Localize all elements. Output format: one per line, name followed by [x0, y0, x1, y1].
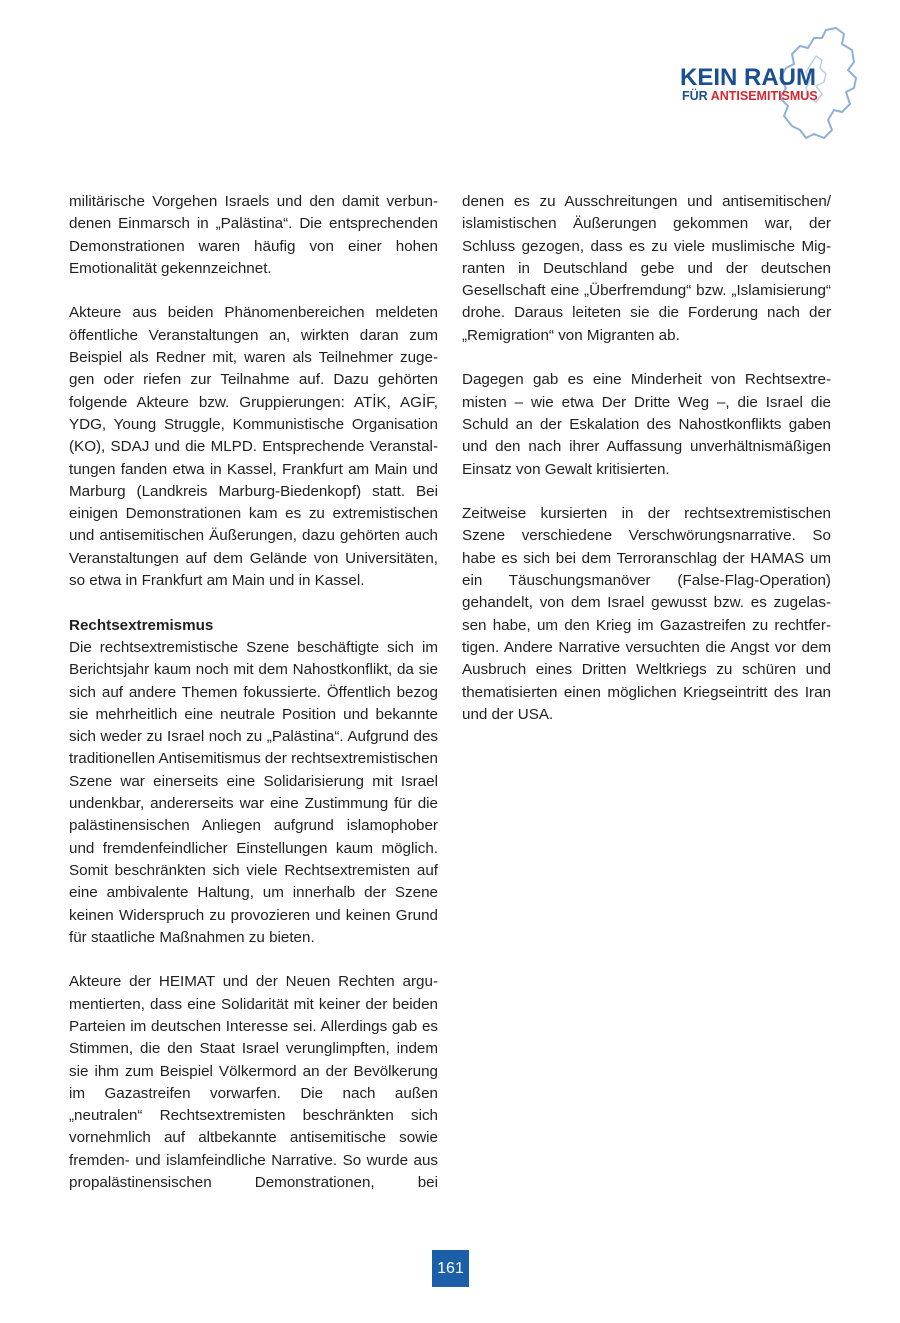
right-paragraph-1: denen es zu Ausschreitungen und antisemitischen/ islamistischen Äußerungen gekommen war, der Schluss gezogen, dass es zu viele muslimische Migranten in Deutschland gebe und der deutschen Gesellschaft eine „Überfremdung“ bzw. „Islamisierung“ drohe. Daraus leiteten sie die Forderung nach der „Remigration“ von Migranten ab.: [462, 193, 831, 344]
left-column: [69, 191, 438, 1194]
right-paragraph-2: Dagegen gab es eine Minderheit von Rechtsextremisten – wie etwa Der Dritte Weg –, die Israel die Schuld an der Eskalation des Nahostkonflikts gaben und den nach ihrer Auffassung unverhältnismäßigen Einsatz von Gewalt kritisierten.: [462, 371, 831, 478]
logo-title: KEIN RAUM: [680, 64, 816, 91]
left-paragraph-3: Die rechtsextremistische Szene beschäftigte sich im Berichtsjahr kaum noch mit dem Nahostkonflikt, da sie sich auf andere Themen fokussierte. Öffentlich bezog sie mehrheitlich eine neutrale Position und bekannte sich weder zu Israel noch zu „Palästina“. Aufgrund des traditionellen Antisemitismus der rechtsextremistischen Szene war einerseits eine Solidarisierung mit Israel undenkbar, andererseits war eine Zustimmung für die palästinensischen Anliegen aufgrund islamophober und fremdenfeindlicher Einstellungen kaum möglich. Somit beschränkten sich viele Rechtsextremisten auf eine ambivalente Haltung, um innerhalb der Szene keinen Widerspruch zu provozieren und keinen Grund für staatliche Maßnahmen zu bieten.: [69, 638, 438, 946]
left-paragraph-4: Akteure der HEIMAT und der Neuen Rechten argumentierten, dass eine Solidarität mit keiner der beiden Parteien im deutschen Interesse sei. Allerdings gab es Stimmen, die den Staat Israel verunglimpften, indem sie ihm zum Beispiel Völkermord an der Bevölkerung im Gazastreifen vorwarfen. Die nach außen „neutralen“ Rechtsextremisten beschränkten sich vornehmlich auf altbekannte antisemitische sowie fremden- und islamfeindliche Narrative. So wurde aus propalästinensischen Demonstrationen, bei: [69, 973, 438, 1192]
page-number: 161: [432, 1250, 469, 1287]
logo-subtitle-antisemitismus: ANTISEMITISMUS: [710, 89, 818, 103]
right-column: [462, 191, 831, 726]
left-paragraph-1: militärische Vorgehen Israels und den damit verbundenen Einmarsch in „Palästina“. Die entsprechenden Demonstrationen waren häufig von einer hohen Emotionalität gekennzeichnet.: [69, 193, 438, 277]
logo-subtitle: [682, 89, 818, 103]
kein-raum-logo: [676, 26, 866, 142]
left-paragraph-2: Akteure aus beiden Phänomenbereichen meldeten öffentliche Veranstaltungen an, wirkten daran zum Beispiel als Redner mit, waren als Teilnehmer zugegen oder riefen zur Teilnahme auf. Dazu gehörten folgende Akteure bzw. Gruppierungen: ATİK, AGİF, YDG, Young Struggle, Kommunistische Organisation (KO), SDAJ und die MLPD. Entsprechende Veranstaltungen fanden etwa in Kassel, Frankfurt am Main und Marburg (Landkreis Marburg-Biedenkopf) statt. Bei einigen Demonstrationen kam es zu extremistischen und antisemitischen Äußerungen, dazu gehörten auch Veranstaltungen auf dem Gelände von Universitäten, so etwa in Frankfurt am Main und in Kassel.: [69, 304, 438, 590]
logo-subtitle-fuer: FÜR: [682, 89, 708, 103]
right-paragraph-3: Zeitweise kursierten in der rechtsextremistischen Szene verschiedene Verschwörungsnarrative. So habe es sich bei dem Terroranschlag der HAMAS um ein Täuschungsmanöver (False-Flag-Operation) gehandelt, von dem Israel gewusst bzw. es zugelassen habe, um den Krieg im Gazastreifen zu rechtfertigen. Andere Narrative versuchten die Angst vor dem Ausbruch eines Dritten Weltkriegs zu schüren und thematisierten einen möglichen Kriegseintritt des Iran und der USA.: [462, 505, 831, 723]
section-heading-rechtsextremismus: Rechtsextremismus: [69, 616, 214, 634]
